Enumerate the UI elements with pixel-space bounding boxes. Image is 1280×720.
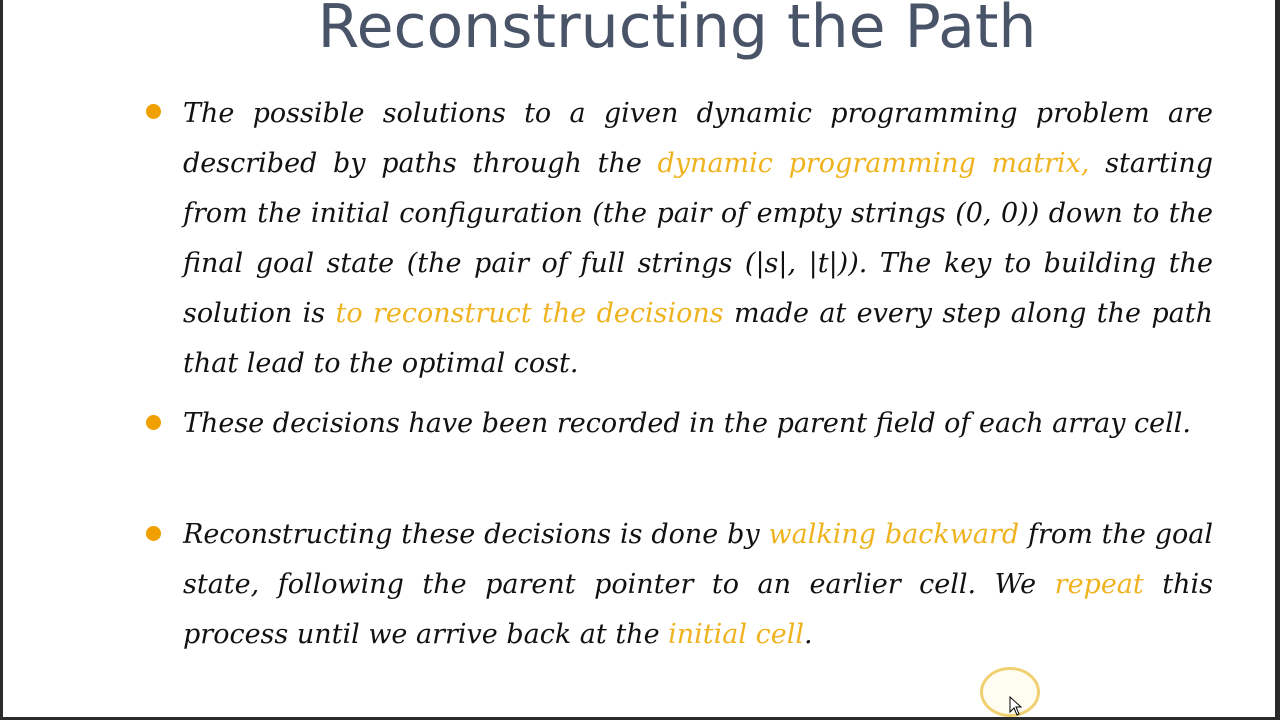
bullet-3-text-cont2: this process until we arrive back at the (183, 569, 1213, 650)
bullet-item-3 (183, 510, 1213, 660)
slide-title: Reconstructing the Path (317, 0, 1037, 62)
right-border (1275, 0, 1280, 720)
bullet-1-text: The possible solutions to a given dynamic programming problem are described by paths through the (183, 98, 1213, 179)
bullet-dot-icon (146, 104, 161, 119)
bullet-3-text: Reconstructing these decisions is done by (183, 519, 769, 550)
highlight-initial-cell: initial cell (668, 619, 804, 650)
bullet-item-2 (183, 399, 1213, 449)
highlight-dynamic-programming-matrix: dynamic programming matrix, (657, 148, 1090, 179)
bullet-1-text-cont: starting from the initial configuration (the pair of empty strings (0, 0)) down to the final goal state (the pair of full strings (|s|, |t|)). The key to building the solution is (183, 148, 1214, 329)
highlight-walking-backward: walking backward (768, 519, 1020, 550)
bullet-3-text-cont: from the goal state, following the parent pointer to an earlier cell. We (183, 519, 1214, 600)
highlight-repeat: repeat (1054, 569, 1144, 600)
highlight-reconstruct-decisions: to reconstruct the decisions (335, 298, 724, 329)
bullet-1-text-end: made at every step along the path that lead to the optimal cost. (183, 298, 1213, 379)
bullet-dot-icon (146, 526, 161, 541)
bullet-3-text-end: . (803, 619, 813, 650)
bullet-2-text: These decisions have been recorded in the parent field of each array cell. (183, 408, 1191, 439)
mouse-pointer-icon (1009, 696, 1023, 716)
left-border (0, 0, 3, 720)
bullet-dot-icon (146, 415, 161, 430)
bullet-item-1 (183, 89, 1213, 389)
